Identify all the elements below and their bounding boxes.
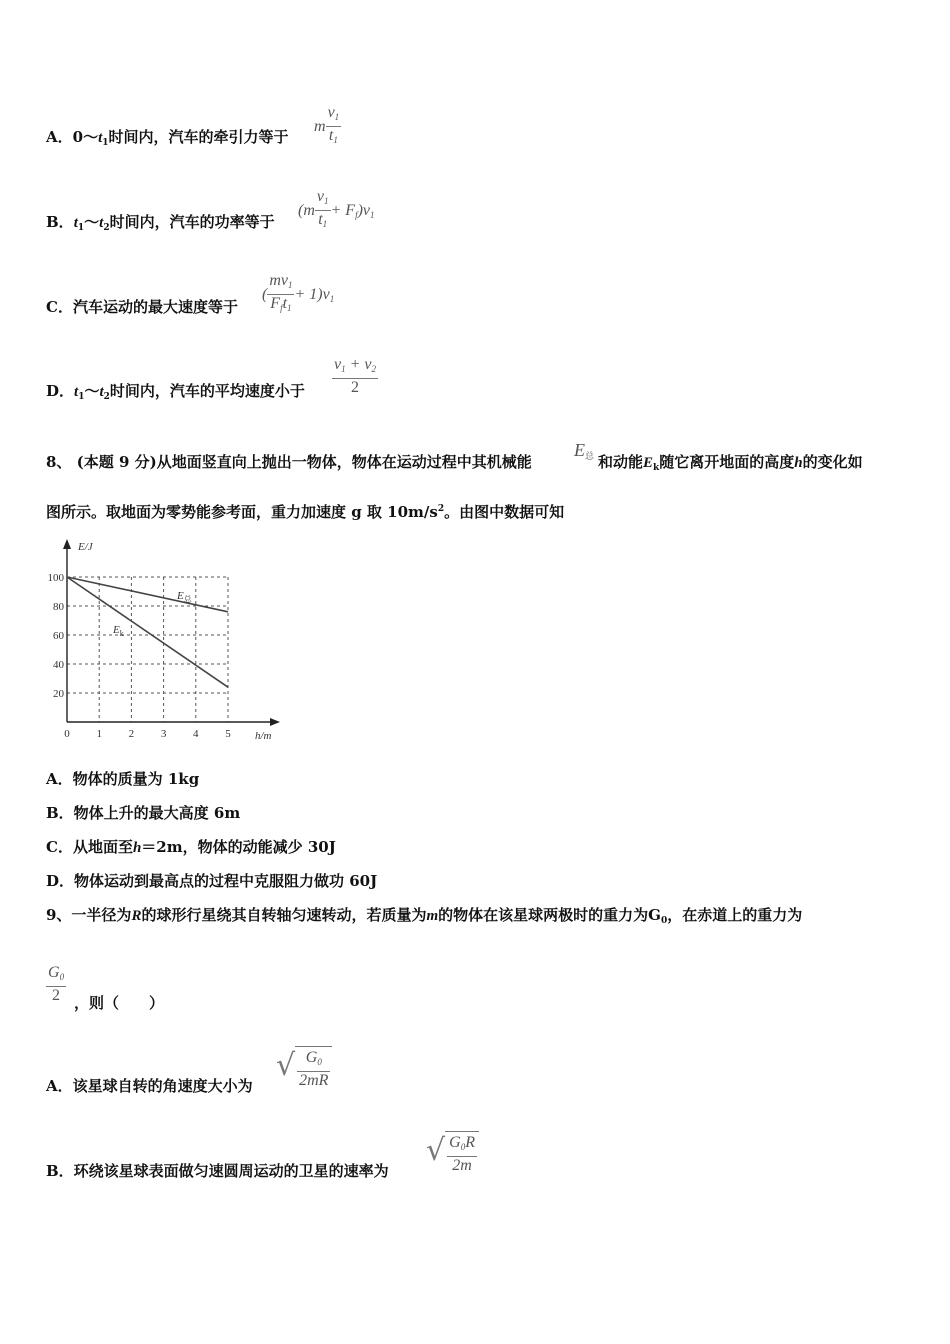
denominator: [315, 211, 331, 233]
denominator: 2mR: [299, 1072, 329, 1089]
plus-one-v: + 1)v: [294, 286, 330, 303]
q8-option-d: D．物体运动到最高点的过程中克服阻力做功 60J: [46, 872, 378, 890]
ek-subscript: k: [653, 463, 660, 473]
v-symbol: v: [316, 188, 324, 205]
series-label-ek: $E_k$: [113, 624, 124, 638]
numerator: [297, 1049, 330, 1072]
v1-symbol: v: [334, 356, 342, 373]
fraction: [267, 272, 294, 317]
mv-symbol: mv: [269, 272, 288, 289]
x-axis-arrow: [270, 718, 280, 726]
subscript: 2: [371, 364, 377, 374]
denominator: [267, 295, 294, 317]
denominator: 2m: [452, 1157, 472, 1174]
q7-option-c: [46, 296, 238, 317]
radicand: [445, 1131, 479, 1175]
subscript: 1: [287, 280, 293, 290]
option-text: 时间内，汽车的功率等于: [109, 213, 275, 231]
q7-option-a: [46, 126, 289, 148]
fraction: [332, 356, 378, 397]
m-symbol: m: [426, 908, 439, 924]
numerator: [326, 104, 342, 127]
f-subscript: f: [355, 210, 358, 220]
x-tick-label: 5: [225, 728, 231, 740]
option-label: C．汽车运动的最大速度等于: [46, 298, 238, 316]
t1-subscript: 1: [77, 223, 85, 233]
plus-v2: + v: [345, 356, 372, 373]
q9-stem-text: 的球形行星绕其自转轴匀速转动，若质量为: [141, 906, 427, 924]
sqrt: [276, 1046, 332, 1090]
option-text: ＝2m，物体的动能减少 30J: [141, 838, 336, 856]
e-subscript: 总: [585, 451, 595, 461]
v-subscript: 1: [370, 210, 375, 220]
y-tick-label: 80: [53, 601, 64, 613]
y-tick-label: 20: [53, 688, 64, 700]
q8-stem-line1: [46, 451, 532, 472]
x-tick-label: 3: [160, 728, 167, 740]
numerator: [332, 356, 378, 379]
fraction: [315, 188, 331, 233]
subscript: 0: [460, 1142, 466, 1152]
h-symbol: h: [794, 455, 803, 471]
series-label-e-total: $E_总$: [177, 590, 192, 604]
open-paren: (m: [298, 202, 315, 219]
q7-option-d-formula: [332, 356, 378, 397]
y-tick-label: 100: [47, 572, 64, 584]
t2-subscript: 2: [103, 392, 110, 402]
option-text: 时间内，汽车的牵引力等于: [108, 128, 289, 146]
option-text: 时间内，汽车的平均速度小于: [109, 382, 305, 400]
y-axis-arrow: [63, 539, 71, 549]
r-symbol: R: [465, 1134, 475, 1151]
q8-e-total-symbol: [574, 440, 594, 462]
numerator: [267, 272, 294, 295]
subscript: 0: [317, 1057, 322, 1067]
fraction: [447, 1134, 477, 1175]
fraction: [326, 104, 342, 149]
option-label: A．0～: [46, 128, 99, 146]
q8-stem-text: 和动能: [598, 453, 644, 471]
t-symbol: t: [318, 211, 323, 228]
g0-symbol: G: [648, 906, 661, 924]
q8-stem-text: 图所示。取地面为零势能参考面，重力加速度 g 取 10m/s: [46, 503, 438, 521]
denominator: 2: [351, 379, 359, 396]
q8-stem-line2: [46, 501, 564, 522]
g0-subscript: 0: [660, 916, 668, 926]
q7-option-c-formula: [262, 272, 334, 317]
subscript: 1: [341, 364, 346, 374]
q8-option-a: A．物体的质量为 1kg: [46, 770, 200, 788]
q9-stem-text: 的物体在该星球两极时的重力为: [438, 906, 649, 924]
t2-symbol: t: [99, 384, 104, 400]
y-axis-label: E/J: [78, 541, 93, 553]
q9-g0-half-fraction: [46, 964, 66, 1005]
q8-stem-text: 的变化如: [802, 453, 863, 471]
option-label: B．: [46, 213, 74, 231]
g-symbol: G: [305, 1049, 318, 1066]
q7-option-b: [46, 211, 275, 233]
subscript: 1: [333, 135, 338, 145]
q8-stem-text: 随它离开地面的高度: [659, 453, 795, 471]
ek-symbol: E: [643, 455, 654, 471]
g-symbol: G: [48, 964, 60, 981]
fraction: [46, 964, 66, 1005]
series-line-ek: [67, 577, 228, 687]
denominator: [326, 127, 342, 149]
option-text: C．从地面至: [46, 838, 133, 856]
r-symbol: R: [131, 908, 142, 924]
q9-option-a-formula: [276, 1046, 332, 1090]
t1-symbol: t: [74, 384, 79, 400]
t-symbol: t: [282, 295, 288, 312]
q9-stem-line2: ，则（ ）: [74, 994, 165, 1012]
x-tick-label: 2: [128, 728, 135, 740]
energy-height-chart: [40, 536, 290, 746]
t1-symbol: t: [98, 130, 103, 146]
sqrt-sign: √: [426, 1133, 446, 1168]
plus-f-term: + F: [330, 202, 356, 219]
e-symbol: E: [574, 440, 585, 460]
t1-symbol: t: [73, 215, 78, 231]
range-separator: ～: [84, 382, 100, 400]
numerator: [447, 1134, 477, 1157]
denominator: 2: [52, 987, 61, 1004]
option-label: D．: [46, 382, 75, 400]
subscript: 1: [287, 303, 292, 313]
q9-option-b: B．环绕该星球表面做匀速圆周运动的卫星的速率为: [46, 1162, 389, 1180]
q9-option-b-formula: [426, 1131, 479, 1175]
g-symbol: G: [449, 1134, 461, 1151]
t-symbol: t: [328, 127, 334, 144]
q8-option-c: [46, 836, 336, 857]
superscript: 2: [437, 504, 445, 514]
x-tick-label: 4: [193, 728, 199, 740]
t1-subscript: 1: [102, 138, 109, 148]
q7-option-a-formula: [314, 104, 341, 149]
q9-stem-text: ，在赤道上的重力为: [667, 906, 803, 924]
q8-stem-text: 。由图中数据可知: [444, 503, 565, 521]
sqrt-sign: √: [276, 1048, 296, 1083]
range-separator: ～: [84, 213, 100, 231]
f-symbol: F: [270, 295, 281, 312]
subscript: f: [280, 303, 283, 313]
numerator: [315, 188, 331, 211]
v-symbol: v: [327, 104, 335, 121]
q7-option-b-formula: [298, 188, 375, 233]
v-subscript: 1: [329, 294, 335, 304]
q9-stem-text: 9、一半径为: [46, 906, 132, 924]
radicand: [295, 1046, 332, 1090]
subscript: 1: [334, 112, 340, 122]
y-tick-label: 60: [53, 630, 64, 642]
q9-stem-line1: [46, 904, 802, 926]
m-symbol: m: [314, 118, 326, 135]
subscript: 1: [322, 219, 328, 229]
t1-subscript: 1: [78, 392, 85, 402]
y-tick-label: 40: [53, 659, 64, 671]
q8-stem-line1-rest: [598, 451, 863, 473]
q7-option-d: [46, 380, 305, 402]
x-tick-label: 0: [64, 728, 70, 740]
fraction: [297, 1049, 330, 1090]
sqrt: [426, 1131, 479, 1175]
x-tick-label: 1: [96, 728, 102, 740]
open-paren: (: [262, 286, 268, 303]
q9-option-a: A．该星球自转的角速度大小为: [46, 1077, 253, 1095]
q8-stem-text: 8、 (本题 9 分)从地面竖直向上抛出一物体，物体在运动过程中其机械能: [46, 453, 532, 471]
subscript: 0: [59, 972, 65, 982]
h-symbol: h: [132, 840, 142, 856]
numerator: [46, 964, 66, 987]
subscript: 1: [324, 196, 329, 206]
q8-option-b: B．物体上升的最大高度 6m: [46, 804, 241, 822]
t2-subscript: 2: [103, 223, 110, 233]
close-v-term: )v: [357, 202, 371, 219]
x-axis-label: h/m: [255, 730, 272, 742]
t2-symbol: t: [99, 215, 104, 231]
